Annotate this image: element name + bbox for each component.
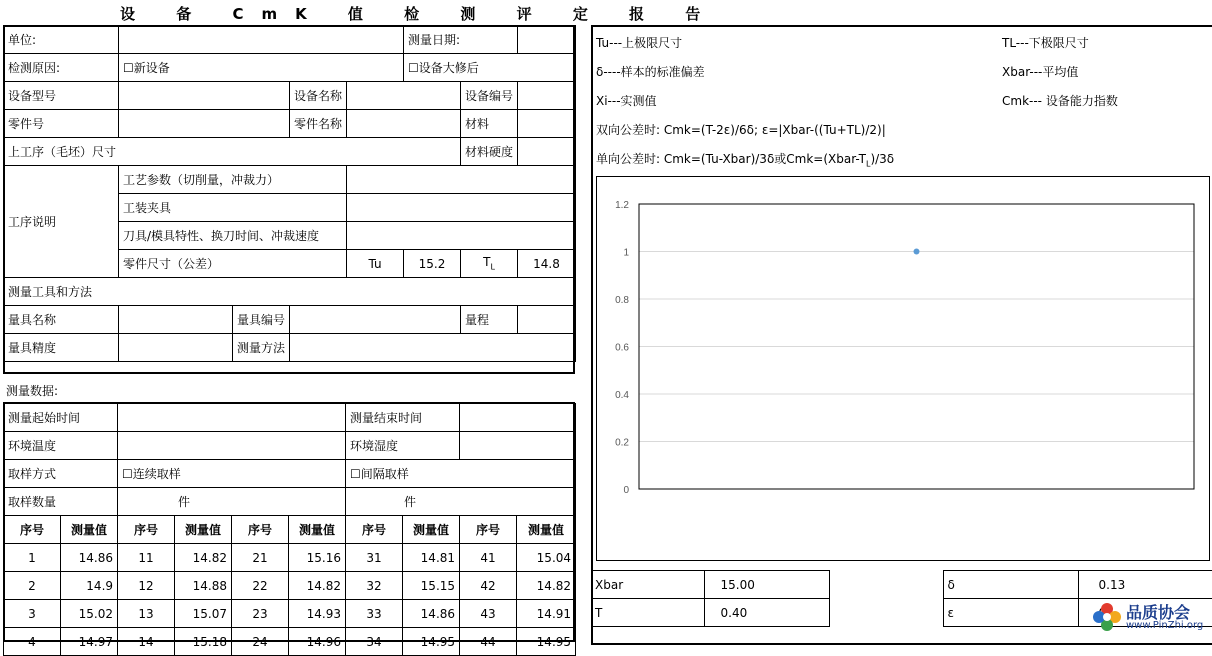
col-header-no: 序号 bbox=[232, 516, 289, 544]
gauge-no-label: 量具编号 bbox=[233, 306, 290, 334]
precision-value[interactable] bbox=[119, 334, 233, 362]
watermark-logo bbox=[1090, 600, 1206, 634]
start-time-label: 测量起始时间 bbox=[4, 404, 118, 432]
table-row bbox=[4, 600, 576, 628]
col-header-value: 测量值 bbox=[517, 516, 576, 544]
fixture-label: 工装夹具 bbox=[119, 194, 347, 222]
note-bilateral: 双向公差时: Cmk=(T-2ε)/6δ; ε=|Xbar-((Tu+TL)/2)| bbox=[596, 123, 886, 137]
col-header-no: 序号 bbox=[4, 516, 61, 544]
sample-no-cell: 4 bbox=[4, 628, 61, 656]
sample-no-cell: 24 bbox=[232, 628, 289, 656]
humidity-label: 环境湿度 bbox=[346, 432, 460, 460]
sample-no-cell: 12 bbox=[118, 572, 175, 600]
cmk-chart bbox=[597, 177, 1209, 560]
sample-no-cell: 44 bbox=[460, 628, 517, 656]
tl-label bbox=[461, 250, 518, 278]
temp-label: 环境温度 bbox=[4, 432, 118, 460]
y-tick-label: 0.6 bbox=[615, 342, 629, 354]
y-tick-label: 0.2 bbox=[615, 437, 629, 449]
xbar-value: 15.00 bbox=[704, 571, 829, 599]
t-label: T bbox=[591, 599, 704, 627]
tl-main: T bbox=[483, 255, 491, 270]
sample-value-cell[interactable]: 14.82 bbox=[517, 572, 576, 600]
interval-checkbox[interactable]: ☐间隔取样 bbox=[346, 460, 576, 488]
sample-no-cell: 23 bbox=[232, 600, 289, 628]
sample-no-cell: 21 bbox=[232, 544, 289, 572]
data-header-row bbox=[4, 516, 576, 544]
sample-no-cell: 13 bbox=[118, 600, 175, 628]
sample-no-cell: 11 bbox=[118, 544, 175, 572]
note-unilateral-b: )/3δ bbox=[870, 152, 895, 166]
sample-value-cell[interactable]: 14.95 bbox=[517, 628, 576, 656]
y-tick-label: 0.8 bbox=[615, 295, 629, 306]
table-row bbox=[4, 572, 576, 600]
gauge-no-value[interactable] bbox=[290, 306, 461, 334]
sample-value-cell[interactable]: 14.95 bbox=[403, 628, 460, 656]
model-label: 设备型号 bbox=[4, 82, 119, 110]
sample-no-cell: 2 bbox=[4, 572, 61, 600]
y-tick-label: 0 bbox=[623, 485, 629, 496]
tu-label: Tu bbox=[347, 250, 404, 278]
equip-no-value[interactable] bbox=[518, 82, 576, 110]
upper-process-label: 上工序（毛坯）尺寸 bbox=[4, 138, 461, 166]
sample-no-cell: 41 bbox=[460, 544, 517, 572]
results-spacer bbox=[829, 571, 943, 627]
y-tick-label: 1 bbox=[623, 247, 629, 259]
fixture-value[interactable] bbox=[347, 194, 576, 222]
note-delta: δ----样本的标准偏差 bbox=[596, 65, 705, 79]
method-value[interactable] bbox=[290, 334, 576, 362]
hardness-value[interactable] bbox=[518, 138, 576, 166]
sample-no-cell: 43 bbox=[460, 600, 517, 628]
col-header-value: 测量值 bbox=[61, 516, 118, 544]
note-xbar: Xbar---平均值 bbox=[1002, 65, 1079, 79]
sampling-label: 取样方式 bbox=[4, 460, 118, 488]
sample-value-cell[interactable]: 14.82 bbox=[175, 544, 232, 572]
xbar-label: Xbar bbox=[591, 571, 704, 599]
watermark-text: 品质协会 bbox=[1126, 603, 1191, 622]
tool-value[interactable] bbox=[347, 222, 576, 250]
sample-no-cell: 3 bbox=[4, 600, 61, 628]
report-title: 设 备 CmK 值 检 测 评 定 报 告 bbox=[120, 5, 719, 23]
sample-value-cell[interactable]: 15.04 bbox=[517, 544, 576, 572]
temp-value[interactable] bbox=[118, 432, 346, 460]
range-value[interactable] bbox=[518, 306, 576, 334]
note-xi: Xi---实测值 bbox=[596, 94, 657, 108]
equip-name-value[interactable] bbox=[347, 82, 461, 110]
unit-label: 单位: bbox=[4, 26, 119, 54]
part-size-label: 零件尺寸（公差） bbox=[119, 250, 347, 278]
sample-no-cell: 32 bbox=[346, 572, 403, 600]
gauge-name-label: 量具名称 bbox=[4, 306, 119, 334]
table-row bbox=[4, 628, 576, 656]
sample-value-cell[interactable]: 14.88 bbox=[175, 572, 232, 600]
col-header-no: 序号 bbox=[346, 516, 403, 544]
col-header-no: 序号 bbox=[460, 516, 517, 544]
measure-data-section: 测量数据: bbox=[6, 384, 59, 398]
sample-value-cell[interactable]: 15.18 bbox=[175, 628, 232, 656]
material-value[interactable] bbox=[518, 110, 576, 138]
sample-value-cell[interactable]: 15.16 bbox=[289, 544, 346, 572]
continuous-checkbox[interactable]: ☐连续取样 bbox=[118, 460, 346, 488]
equip-no-label: 设备编号 bbox=[461, 82, 518, 110]
tl-sub: L bbox=[490, 262, 495, 272]
process-param-value[interactable] bbox=[347, 166, 576, 194]
note-unilateral-a: 单向公差时: Cmk=(Tu-Xbar)/3δ或Cmk=(Xbar-T bbox=[596, 152, 866, 166]
date-label: 测量日期: bbox=[404, 26, 518, 54]
sample-no-cell: 42 bbox=[460, 572, 517, 600]
method-label: 测量方法 bbox=[233, 334, 290, 362]
sample-value-cell[interactable]: 15.02 bbox=[61, 600, 118, 628]
sample-value-cell[interactable]: 15.15 bbox=[403, 572, 460, 600]
count-label: 取样数量 bbox=[4, 488, 118, 516]
reason-label: 检测原因: bbox=[4, 54, 119, 82]
reason-overhaul-checkbox[interactable]: ☐设备大修后 bbox=[404, 54, 576, 82]
note-tu: Tu---上极限尺寸 bbox=[596, 36, 683, 50]
sample-value-cell[interactable]: 14.97 bbox=[61, 628, 118, 656]
sample-value-cell[interactable]: 14.82 bbox=[289, 572, 346, 600]
tu-value: 15.2 bbox=[404, 250, 461, 278]
unit-value[interactable] bbox=[119, 26, 404, 54]
material-label: 材料 bbox=[461, 110, 518, 138]
data-point bbox=[914, 249, 920, 255]
note-unilateral-sub: L bbox=[865, 159, 871, 169]
col-header-value: 测量值 bbox=[403, 516, 460, 544]
note-cmk: Cmk--- 设备能力指数 bbox=[1002, 94, 1118, 108]
process-label: 工序说明 bbox=[4, 166, 119, 278]
tl-value: 14.8 bbox=[518, 250, 576, 278]
flower-logo-icon bbox=[1090, 600, 1124, 634]
equipment-info-table bbox=[3, 25, 576, 362]
eps-label: ε bbox=[943, 599, 1078, 627]
model-value[interactable] bbox=[119, 82, 290, 110]
col-header-value: 测量值 bbox=[289, 516, 346, 544]
note-unilateral bbox=[596, 150, 894, 168]
watermark-url: www.PinZhi.org bbox=[1126, 620, 1204, 631]
sample-value-cell[interactable]: 14.86 bbox=[61, 544, 118, 572]
delta-label: δ bbox=[943, 571, 1078, 599]
end-time-label: 测量结束时间 bbox=[346, 404, 460, 432]
range-label: 量程 bbox=[461, 306, 518, 334]
date-value[interactable] bbox=[518, 26, 576, 54]
sample-no-cell: 31 bbox=[346, 544, 403, 572]
count-continuous[interactable]: 件 bbox=[118, 488, 346, 516]
sample-no-cell: 22 bbox=[232, 572, 289, 600]
gauge-name-value[interactable] bbox=[119, 306, 233, 334]
process-param-label: 工艺参数（切削量，冲裁力） bbox=[119, 166, 347, 194]
sample-no-cell: 33 bbox=[346, 600, 403, 628]
reason-new-checkbox[interactable]: ☐新设备 bbox=[119, 54, 404, 82]
sample-no-cell: 14 bbox=[118, 628, 175, 656]
sample-value-cell[interactable]: 14.86 bbox=[403, 600, 460, 628]
measure-data-table bbox=[3, 403, 576, 656]
col-header-no: 序号 bbox=[118, 516, 175, 544]
note-tl: TL---下极限尺寸 bbox=[1002, 36, 1089, 50]
humidity-value[interactable] bbox=[460, 432, 576, 460]
sample-value-cell[interactable]: 15.07 bbox=[175, 600, 232, 628]
measure-tool-section: 测量工具和方法 bbox=[4, 278, 576, 306]
t-value: 0.40 bbox=[704, 599, 829, 627]
delta-value: 0.13 bbox=[1078, 571, 1212, 599]
sample-value-cell[interactable]: 14.93 bbox=[289, 600, 346, 628]
sample-no-cell: 34 bbox=[346, 628, 403, 656]
part-name-value[interactable] bbox=[347, 110, 461, 138]
part-no-label: 零件号 bbox=[4, 110, 119, 138]
precision-label: 量具精度 bbox=[4, 334, 119, 362]
col-header-value: 测量值 bbox=[175, 516, 232, 544]
equip-name-label: 设备名称 bbox=[290, 82, 347, 110]
part-no-value[interactable] bbox=[119, 110, 290, 138]
sample-value-cell[interactable]: 14.96 bbox=[289, 628, 346, 656]
sample-no-cell: 1 bbox=[4, 544, 61, 572]
part-name-label: 零件名称 bbox=[290, 110, 347, 138]
hardness-label: 材料硬度 bbox=[461, 138, 518, 166]
count-interval[interactable]: 件 bbox=[346, 488, 576, 516]
end-time-value[interactable] bbox=[460, 404, 576, 432]
y-tick-label: 1.2 bbox=[615, 200, 629, 211]
chart-container bbox=[596, 176, 1210, 561]
y-tick-label: 0.4 bbox=[615, 390, 629, 401]
table-row bbox=[4, 544, 576, 572]
sample-value-cell[interactable]: 14.81 bbox=[403, 544, 460, 572]
data-body bbox=[4, 544, 576, 656]
start-time-value[interactable] bbox=[118, 404, 346, 432]
sample-value-cell[interactable]: 14.9 bbox=[61, 572, 118, 600]
sample-value-cell[interactable]: 14.91 bbox=[517, 600, 576, 628]
tool-label: 刀具/模具特性、换刀时间、冲裁速度 bbox=[119, 222, 347, 250]
